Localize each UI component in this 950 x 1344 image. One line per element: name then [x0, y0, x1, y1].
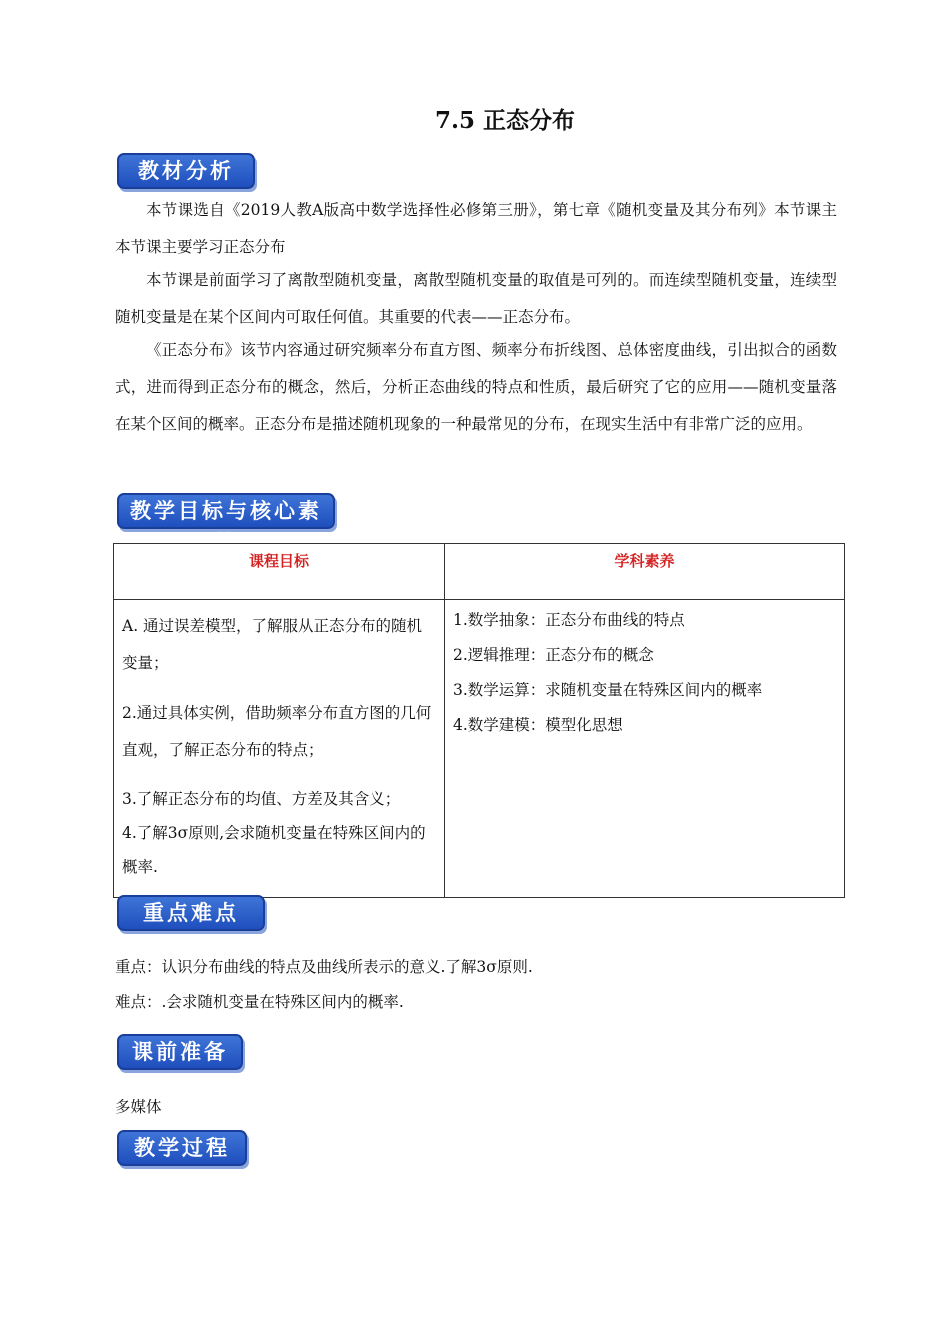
- goals-table: [113, 543, 845, 898]
- section-badge-goals: 教学目标与核心素养: [117, 493, 335, 529]
- header-subject-literacy: 学科素养: [445, 544, 845, 600]
- objective-item: A. 通过误差模型，了解服从正态分布的随机变量；: [122, 617, 423, 672]
- objective-item: 4.了解3σ原则,会求随机变量在特殊区间内的概率.: [122, 824, 426, 876]
- literacy-item: 3.数学运算：求随机变量在特殊区间内的概率: [453, 681, 763, 699]
- page-title: 7.5 正态分布: [434, 107, 576, 134]
- analysis-paragraph-1: 本节课选自《2019人教A版高中数学选择性必修第三册》，第七章《随机变量及其分布列》本节课主本节课主要学习正态分布: [115, 201, 837, 256]
- section-badge-process: 教学过程: [117, 1130, 247, 1166]
- objective-item: 3.了解正态分布的均值、方差及其含义；: [122, 790, 401, 808]
- analysis-paragraph-3: 《正态分布》该节内容通过研究频率分布直方图、频率分布折线图、总体密度曲线，引出拟合的函数式，进而得到正态分布的概念，然后，分析正态曲线的特点和性质，最后研究了它的应用——随机变量落在某个区间的概率。正态分布是描述随机现象的一种最常见的分布，在现实生活中有非常广泛的应用。: [115, 341, 837, 433]
- section-badge-keypoints: 重点难点: [117, 895, 265, 931]
- prep-text: 多媒体: [115, 1098, 162, 1116]
- objectives-cell: [114, 600, 445, 898]
- key-point-text: 重点：认识分布曲线的特点及曲线所表示的意义.了解3σ原则.: [115, 958, 533, 976]
- objective-item: 2.通过具体实例，借助频率分布直方图的几何直观，了解正态分布的特点；: [122, 704, 432, 759]
- section-badge-prep: 课前准备: [117, 1034, 243, 1070]
- literacy-item: 2.逻辑推理：正态分布的概念: [453, 646, 654, 664]
- literacy-item: 4.数学建模：模型化思想: [453, 716, 623, 734]
- literacy-item: 1.数学抽象：正态分布曲线的特点: [453, 611, 685, 629]
- literacy-cell: [445, 600, 845, 898]
- header-course-objectives: 课程目标: [114, 544, 445, 600]
- analysis-paragraph-2: 本节课是前面学习了离散型随机变量，离散型随机变量的取值是可列的。而连续型随机变量，连续型随机变量是在某个区间内可取任何值。其重要的代表——正态分布。: [115, 271, 837, 326]
- section-badge-analysis: 教材分析: [117, 153, 255, 189]
- difficult-point-text: 难点：.会求随机变量在特殊区间内的概率.: [115, 993, 404, 1011]
